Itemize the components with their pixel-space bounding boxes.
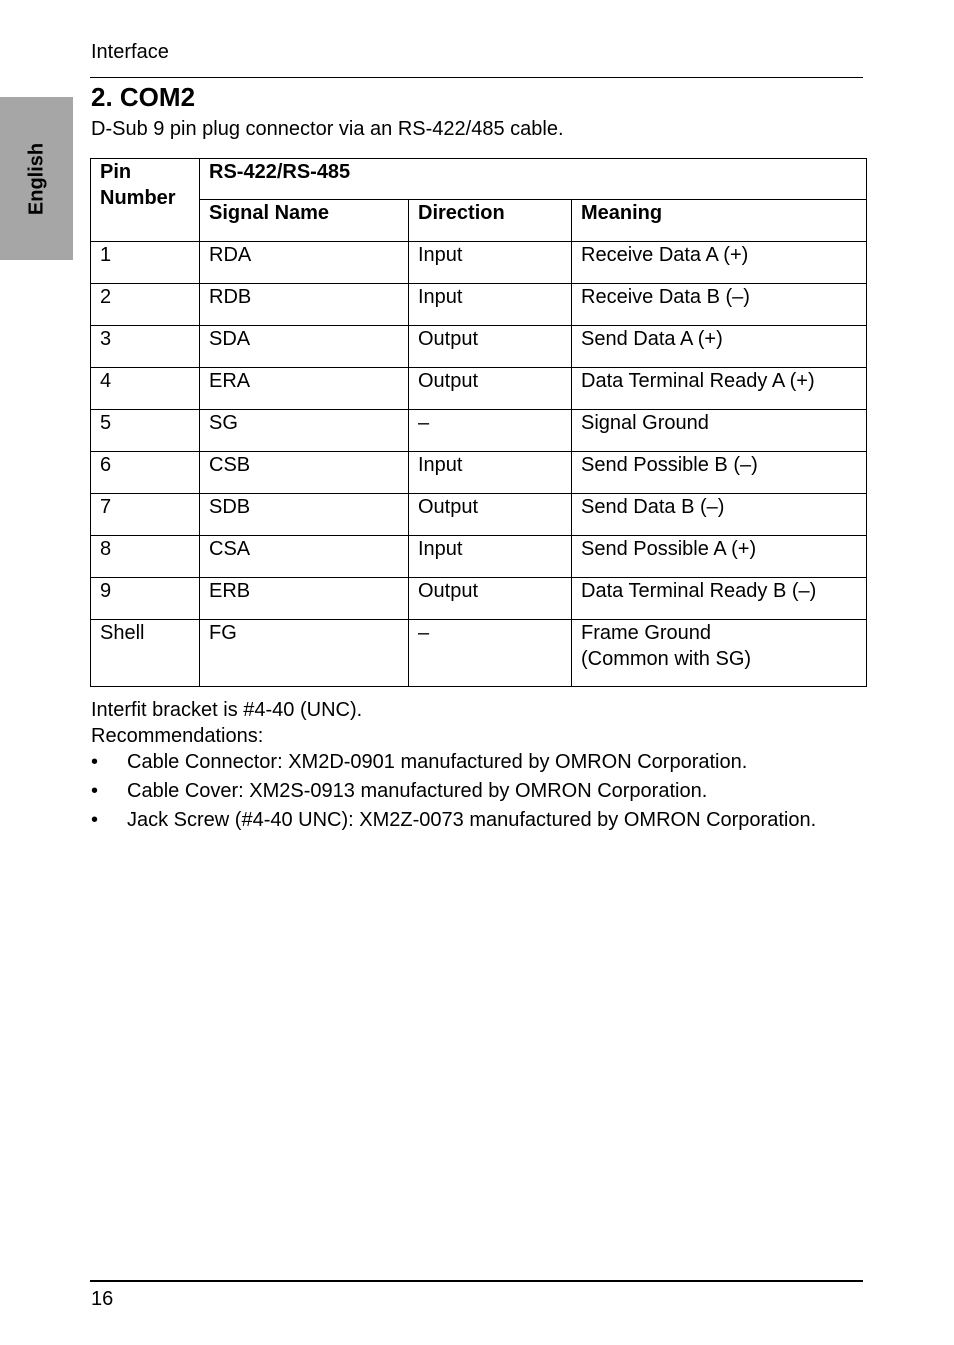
list-item: [91, 777, 831, 805]
recommendation-text: Cable Connector: XM2D-0901 manufactured by OMRON Corporation.: [127, 751, 748, 773]
meaning-cell: Send Possible A (+): [572, 536, 867, 578]
table-header-row: [91, 159, 867, 200]
table-row: [91, 620, 867, 687]
header-divider: [90, 77, 863, 78]
page-number: 16: [91, 1288, 114, 1310]
pin-cell: 9: [91, 578, 200, 620]
rs422-rs485-group-header: RS-422/RS-485: [200, 159, 867, 200]
pin-cell: 1: [91, 242, 200, 284]
bracket-note: Interfit bracket is #4-40 (UNC).: [91, 699, 363, 721]
meaning-cell: Receive Data A (+): [572, 242, 867, 284]
section-title: 2. COM2: [91, 82, 196, 112]
signal-name-header: Signal Name: [200, 200, 409, 242]
section-intro: D-Sub 9 pin plug connector via an RS-422/485 cable.: [91, 118, 564, 140]
direction-cell: Input: [409, 284, 572, 326]
meaning-cell: Send Data B (–): [572, 494, 867, 536]
recommendation-text: Cable Cover: XM2S-0913 manufactured by OMRON Corporation.: [127, 780, 708, 802]
recommendations-list: [91, 748, 831, 835]
meaning-cell: Send Possible B (–): [572, 452, 867, 494]
meaning-cell: Send Data A (+): [572, 326, 867, 368]
direction-header: Direction: [409, 200, 572, 242]
bullet-icon: •: [91, 809, 99, 831]
pin-cell: 7: [91, 494, 200, 536]
table-row: [91, 536, 867, 578]
meaning-cell: [572, 620, 867, 687]
running-header: Interface: [91, 41, 169, 63]
signal-cell: FG: [200, 620, 409, 687]
recommendation-text: Jack Screw (#4-40 UNC): XM2Z-0073 manufactured by OMRON Corporation.: [127, 809, 817, 831]
language-label: English: [25, 142, 47, 215]
table-row: [91, 578, 867, 620]
direction-cell: –: [409, 620, 572, 687]
pin-number-header: [91, 159, 200, 242]
pin-header-line: Pin: [100, 161, 132, 183]
signal-cell: CSA: [200, 536, 409, 578]
footer-divider: [90, 1280, 863, 1282]
signal-cell: ERA: [200, 368, 409, 410]
pin-header-line: Number: [100, 187, 176, 209]
table-row: [91, 410, 867, 452]
direction-cell: Output: [409, 368, 572, 410]
pin-cell: 3: [91, 326, 200, 368]
direction-cell: Input: [409, 536, 572, 578]
direction-cell: Input: [409, 242, 572, 284]
direction-cell: Output: [409, 326, 572, 368]
signal-cell: SDA: [200, 326, 409, 368]
table-row: [91, 494, 867, 536]
signal-cell: SDB: [200, 494, 409, 536]
table-row: [91, 452, 867, 494]
direction-cell: Output: [409, 494, 572, 536]
list-item: [91, 806, 831, 834]
pin-cell: 4: [91, 368, 200, 410]
table-subheader-row: [91, 200, 867, 242]
signal-cell: ERB: [200, 578, 409, 620]
table-row: [91, 242, 867, 284]
pin-cell: 8: [91, 536, 200, 578]
table-body: [91, 242, 867, 620]
pin-cell: 6: [91, 452, 200, 494]
table-row: [91, 368, 867, 410]
list-item: [91, 748, 831, 776]
meaning-header: Meaning: [572, 200, 867, 242]
meaning-cell: Data Terminal Ready A (+): [572, 368, 867, 410]
direction-cell: Output: [409, 578, 572, 620]
notes-block: [91, 697, 362, 749]
signal-cell: CSB: [200, 452, 409, 494]
direction-cell: –: [409, 410, 572, 452]
meaning-cell: Data Terminal Ready B (–): [572, 578, 867, 620]
bullet-icon: •: [91, 780, 99, 802]
pin-cell: 2: [91, 284, 200, 326]
table-row: [91, 284, 867, 326]
pin-cell: Shell: [91, 620, 200, 687]
bullet-icon: •: [91, 751, 99, 773]
direction-cell: Input: [409, 452, 572, 494]
meaning-line: Frame Ground: [581, 622, 712, 644]
table-row: [91, 326, 867, 368]
pin-cell: 5: [91, 410, 200, 452]
language-side-tab: [0, 97, 73, 260]
meaning-cell: Receive Data B (–): [572, 284, 867, 326]
signal-cell: RDB: [200, 284, 409, 326]
meaning-cell: Signal Ground: [572, 410, 867, 452]
meaning-line: (Common with SG): [581, 648, 752, 670]
signal-cell: SG: [200, 410, 409, 452]
recommendations-label: Recommendations:: [91, 725, 264, 747]
pin-assignment-table: [90, 158, 867, 687]
signal-cell: RDA: [200, 242, 409, 284]
